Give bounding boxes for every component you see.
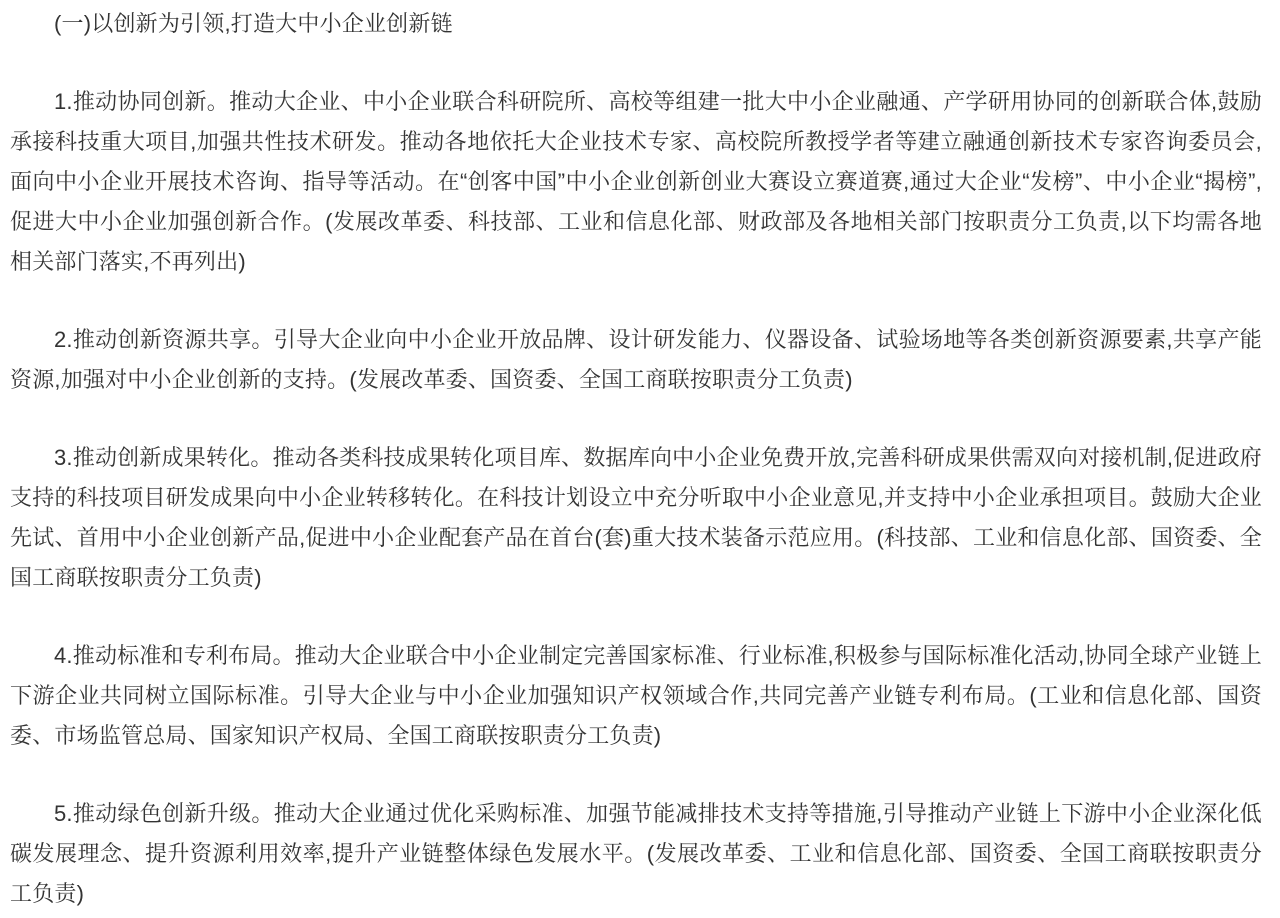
paragraph-2: 2.推动创新资源共享。引导大企业向中小企业开放品牌、设计研发能力、仪器设备、试验场地等各类创新资源要素,共享产能资源,加强对中小企业创新的支持。(发展改革委、国资委、全国工商联按职责分工负责) xyxy=(10,327,1262,392)
document-body xyxy=(10,4,1262,914)
paragraph-1: 1.推动协同创新。推动大企业、中小企业联合科研院所、高校等组建一批大中小企业融通、产学研用协同的创新联合体,鼓励承接科技重大项目,加强共性技术研发。推动各地依托大企业技术专家、高校院所教授学者等建立融通创新技术专家咨询委员会,面向中小企业开展技术咨询、指导等活动。在“创客中国”中小企业创新创业大赛设立赛道赛,通过大企业“发榜”、中小企业“揭榜”,促进大中小企业加强创新合作。(发展改革委、科技部、工业和信息化部、财政部及各地相关部门按职责分工负责,以下均需各地相关部门落实,不再列出) xyxy=(10,89,1262,274)
section-heading: (一)以创新为引领,打造大中小企业创新链 xyxy=(54,11,453,36)
paragraph-5: 5.推动绿色创新升级。推动大企业通过优化采购标准、加强节能减排技术支持等措施,引导推动产业链上下游中小企业深化低碳发展理念、提升资源利用效率,提升产业链整体绿色发展水平。(发展改革委、工业和信息化部、国资委、全国工商联按职责分工负责) xyxy=(10,801,1262,906)
paragraph-3: 3.推动创新成果转化。推动各类科技成果转化项目库、数据库向中小企业免费开放,完善科研成果供需双向对接机制,促进政府支持的科技项目研发成果向中小企业转移转化。在科技计划设立中充分听取中小企业意见,并支持中小企业承担项目。鼓励大企业先试、首用中小企业创新产品,促进中小企业配套产品在首台(套)重大技术装备示范应用。(科技部、工业和信息化部、国资委、全国工商联按职责分工负责) xyxy=(10,445,1262,590)
paragraph-4: 4.推动标准和专利布局。推动大企业联合中小企业制定完善国家标准、行业标准,积极参与国际标准化活动,协同全球产业链上下游企业共同树立国际标准。引导大企业与中小企业加强知识产权领域合作,共同完善产业链专利布局。(工业和信息化部、国资委、市场监管总局、国家知识产权局、全国工商联按职责分工负责) xyxy=(10,643,1262,748)
